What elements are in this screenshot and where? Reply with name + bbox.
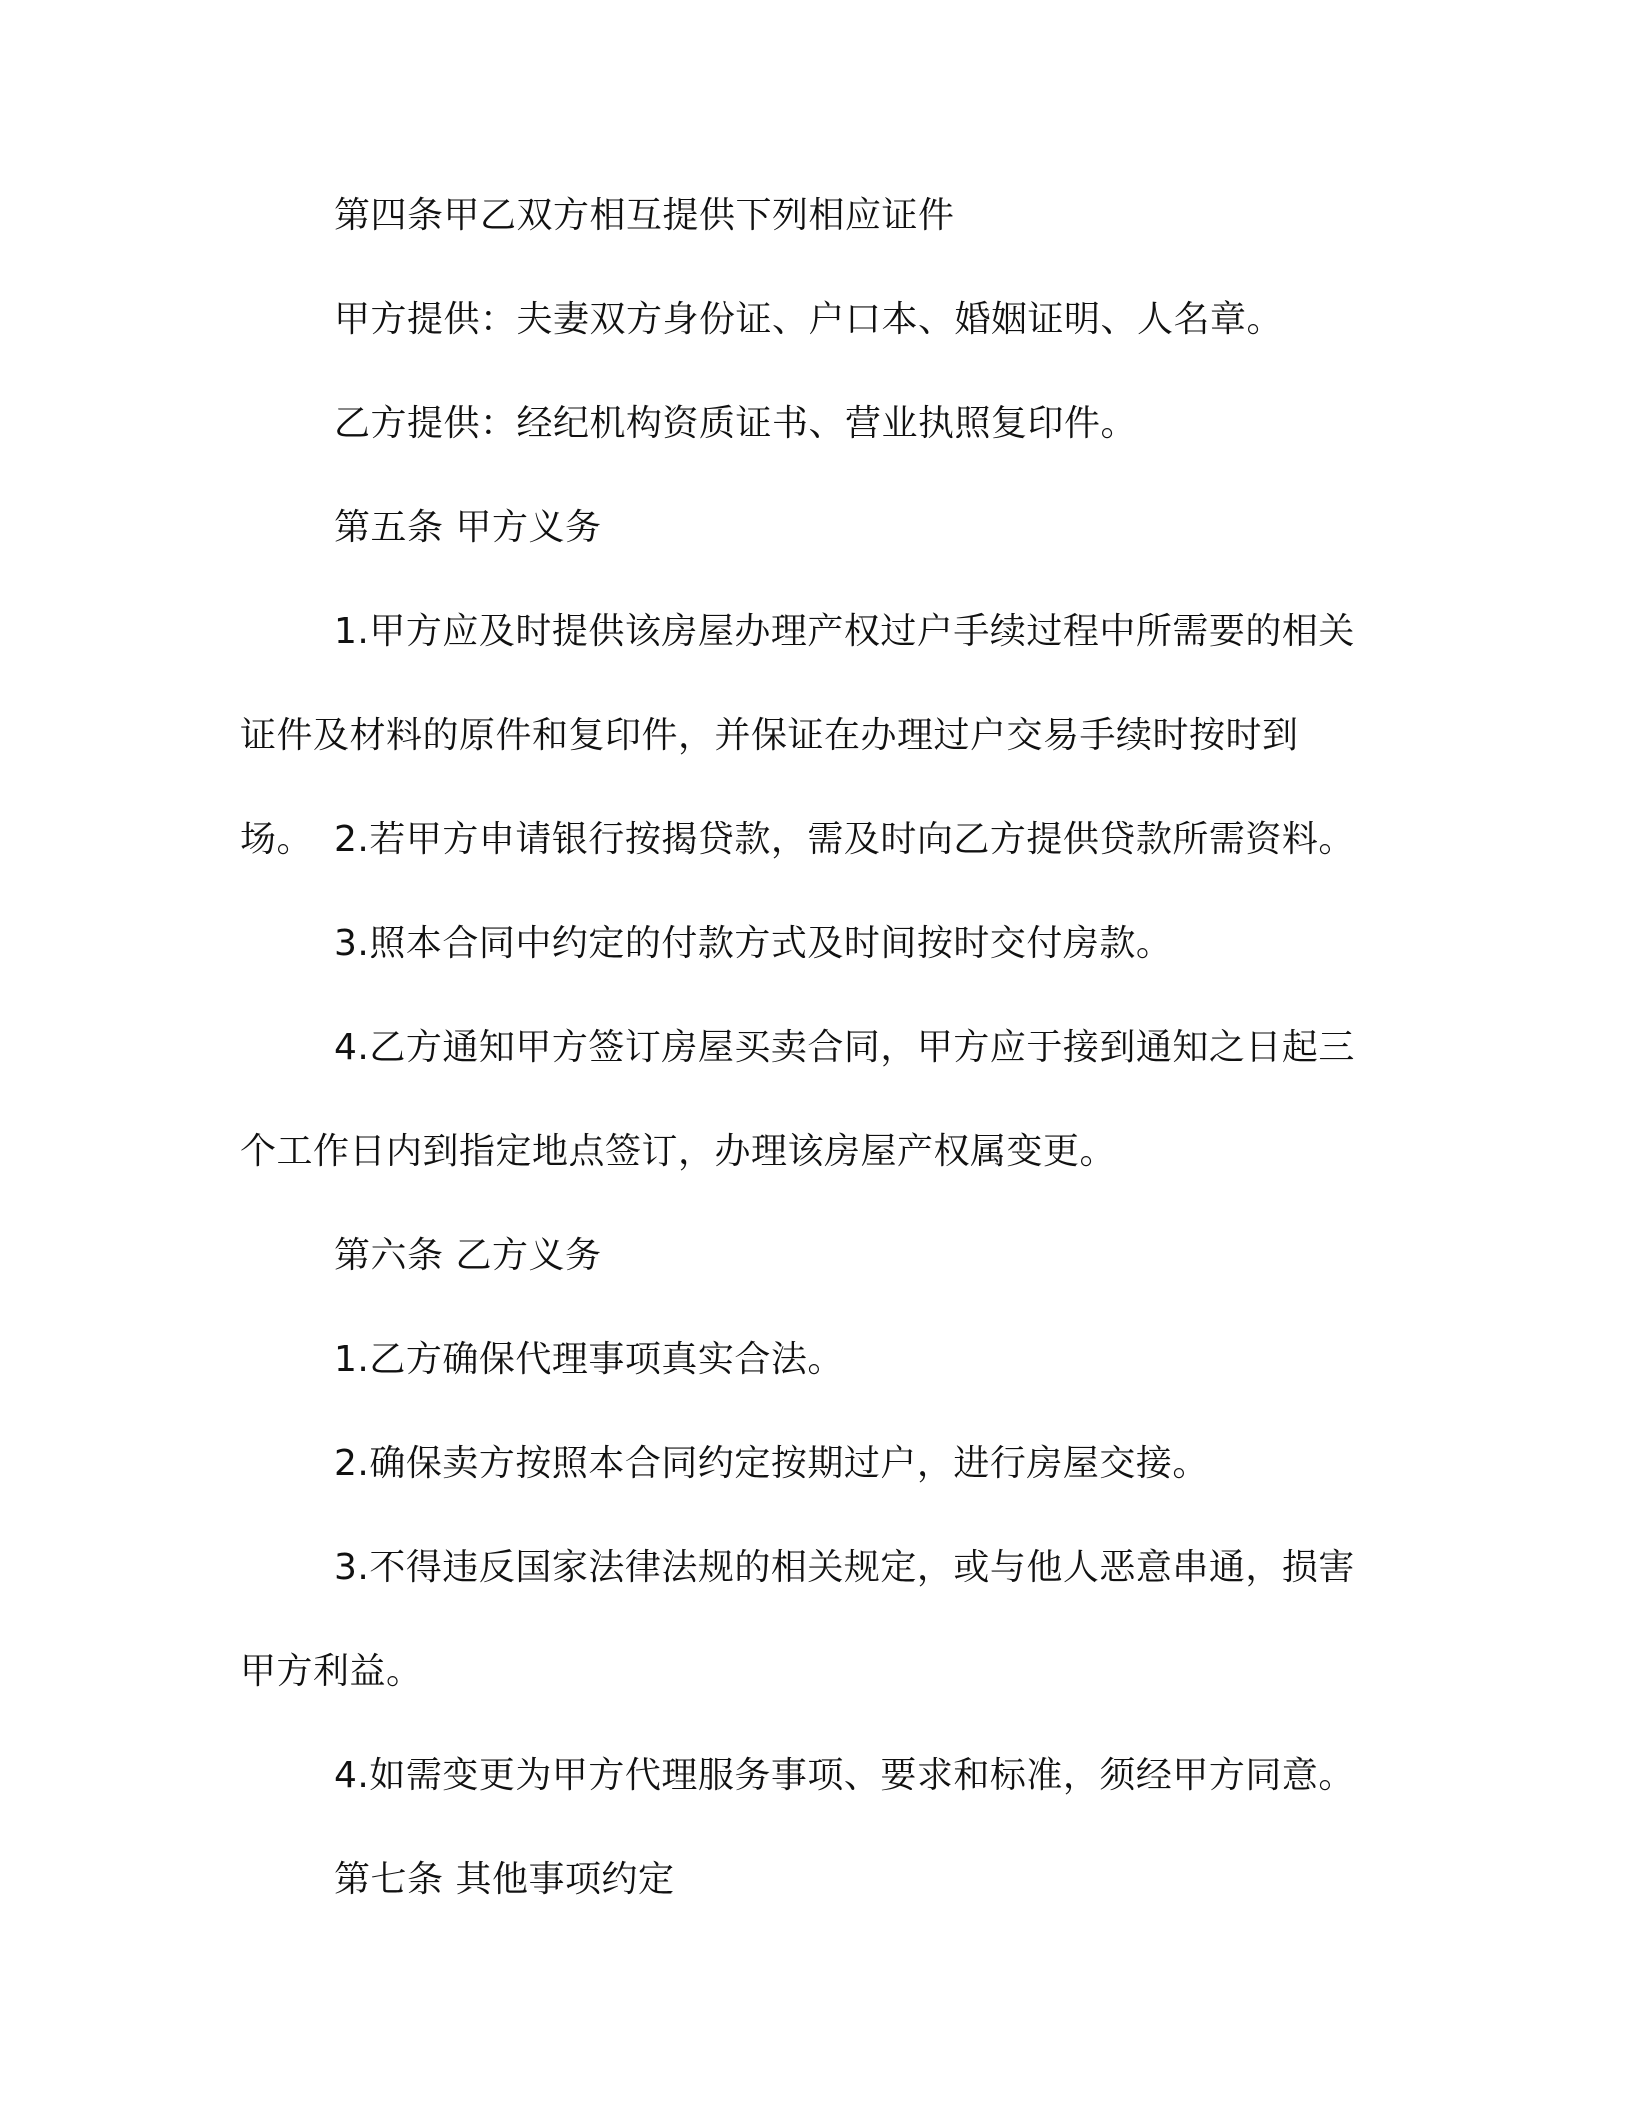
article-6-item-3: 3.不得违反国家法律法规的相关规定，或与他人恶意串通，损害甲方利益。 [240, 1547, 1355, 1692]
party-a-documents: 甲方提供：夫妻双方身份证、户口本、婚姻证明、人名章。 [334, 299, 1284, 340]
article-5-item-4: 4.乙方通知甲方签订房屋买卖合同，甲方应于接到通知之日起三个工作日内到指定地点签订，办理该房屋产权属变更。 [240, 1027, 1355, 1172]
article-5-heading: 第五条 甲方义务 [334, 507, 602, 548]
article-4-heading: 第四条甲乙双方相互提供下列相应证件 [334, 195, 955, 236]
article-6-item-2: 2.确保卖方按照本合同约定按期过户，进行房屋交接。 [334, 1443, 1209, 1484]
article-6-heading: 第六条 乙方义务 [334, 1235, 602, 1276]
article-5-item-2: 2.若甲方申请银行按揭贷款，需及时向乙方提供贷款所需资料。 [334, 819, 1355, 860]
party-b-documents: 乙方提供：经纪机构资质证书、营业执照复印件。 [334, 403, 1138, 444]
article-6-item-1: 1.乙方确保代理事项真实合法。 [334, 1339, 844, 1380]
article-7-heading: 第七条 其他事项约定 [334, 1859, 675, 1900]
article-5-item-3: 3.照本合同中约定的付款方式及时间按时交付房款。 [334, 923, 1173, 964]
article-5-item-1: 1.甲方应及时提供该房屋办理产权过户手续过程中所需要的相关证件及材料的原件和复印件，并保证在办理过户交易手续时按时到场。 [240, 611, 1355, 860]
article-6-item-4: 4.如需变更为甲方代理服务事项、要求和标准，须经甲方同意。 [334, 1755, 1355, 1796]
